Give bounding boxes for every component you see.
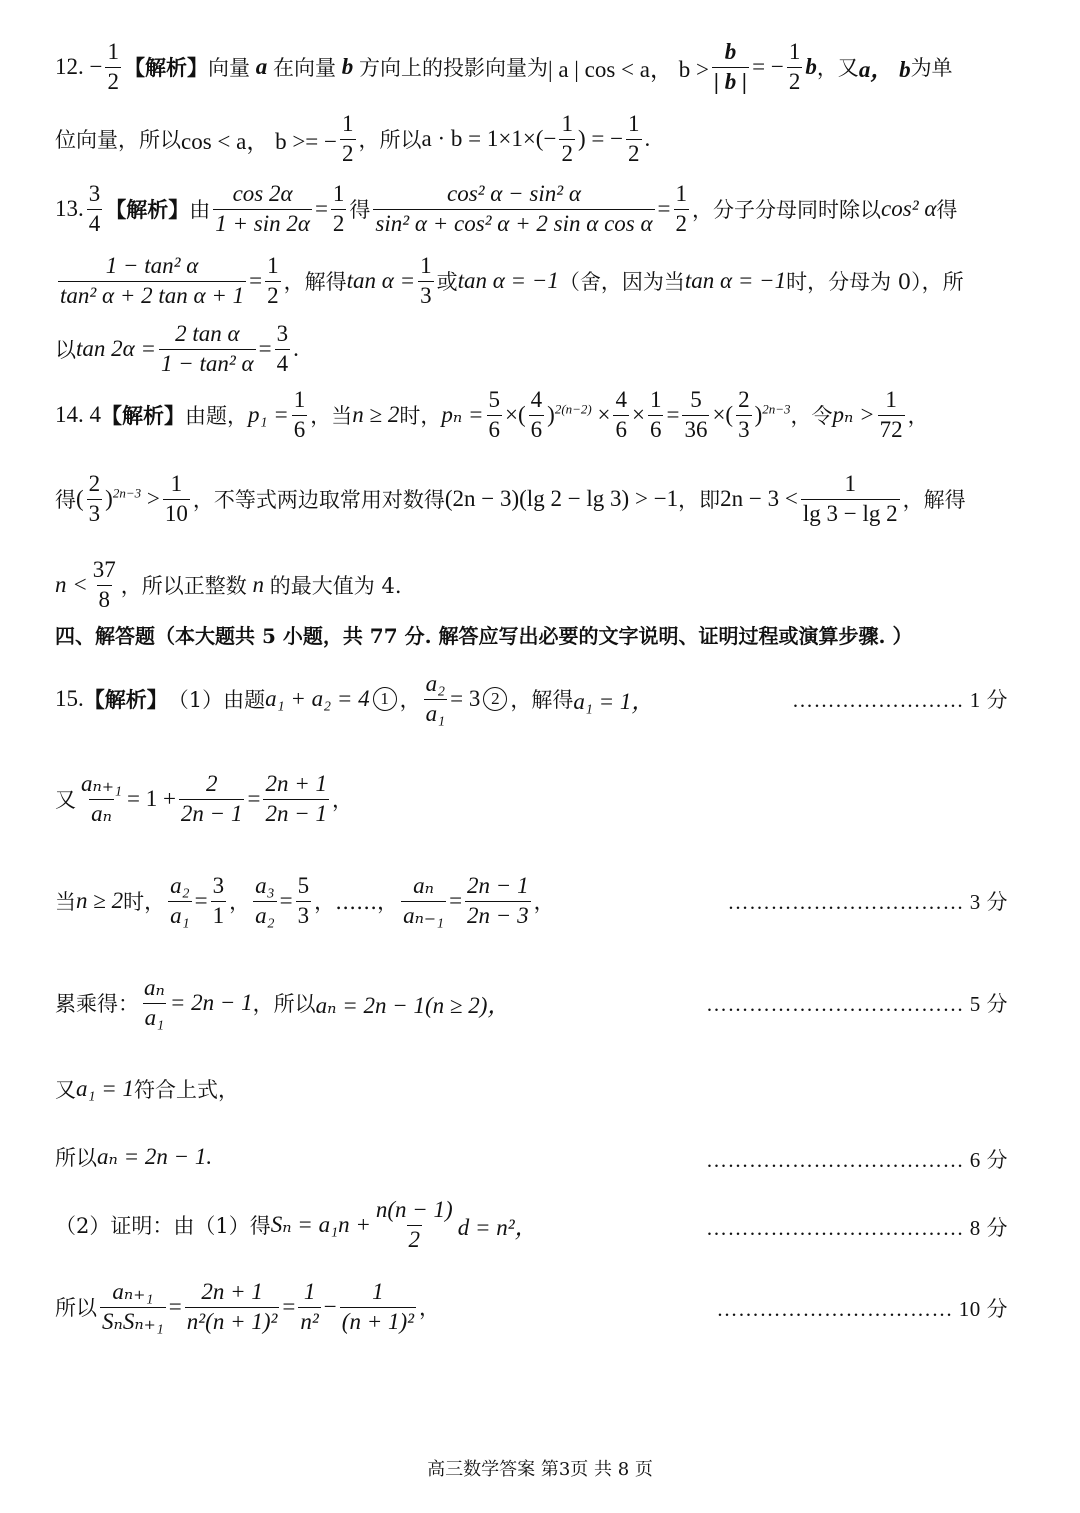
frac: $\frac{2}{3}$ [87,470,103,529]
text: 得 [936,198,958,223]
text: （舍，因为当 [558,270,685,295]
text: （1）由题 [167,688,266,713]
q13-line2: $\frac{\text{1 − tan² α}}{\text{tan² α + 2 tan α + 1}}$ = $\frac{1}{2}$ ，解得 tan α = $\frac{1}{3}$ 或 tan α = −1 （舍，因为当 tan α = −1 时，分母为 0），所 [55,252,964,311]
text: 累乘得： [55,992,139,1017]
text: 又 [55,1078,76,1102]
q12-line1 [55,38,953,97]
text: ，所以 [358,128,422,153]
frac: $\frac{2n + 1}{\text{n²(n + 1)²}}$ [185,1278,280,1337]
text: ，当 [310,404,353,429]
q13-line1: 13. $\frac{3}{4}$ 【解析】 由 $\frac{\cos 2\alpha}{1 + \sin 2\alpha}$ = $\frac{1}{2}$ 得 $\frac{\text{cos² α − sin² α}}{\text{sin² α + cos² α + 2 sin α cos α}}$ = $\frac{1}{2}$ ，分子分母同时除以 cos² α 得 [55,180,957,239]
text: （2）证明：由（1）得 [55,1214,271,1239]
frac: $\frac{\text{2 tan α}}{\text{1 − tan² α}}$ [159,320,256,379]
math: n ≥ 2 [76,888,124,914]
math: a₁ = 1， [573,688,655,714]
frac: $\frac{\text{a₂}}{\text{a₁}}$ [424,670,448,729]
analysis-tag: 【解析】 [83,687,168,713]
math: tan α = [346,268,416,294]
text: 又 [55,788,76,813]
math: d = n²， [457,1214,538,1240]
math: ) = − [577,126,624,152]
math: 2n − 3 < [720,486,798,512]
text: 所以 [55,1296,97,1321]
score-6: ……………………………… 6 分 [706,1148,1008,1172]
vector-ab: a， b [858,56,911,82]
text: ，所以正整数 [120,574,247,599]
frac: $\frac{37}{8}$ [91,556,118,615]
frac: $\frac{1}{\text{n²}}$ [298,1278,320,1337]
text: ……， [335,890,399,915]
math: aₙ = 2n − 1(n ≥ 2)， [315,992,511,1018]
frac: $\frac{3}{1}$ [211,872,227,931]
unit-b-frac: $\frac{b}{| b |}$ [712,38,749,97]
analysis-tag: 【解析】 [105,197,190,223]
vector-b: b [335,54,359,80]
exponent: 2n−3 [762,401,791,417]
frac: $\frac{2}{2n - 1}$ [179,770,245,829]
frac: $\frac{1}{6}$ [648,386,664,445]
q15-line2: 又 $\frac{\text{aₙ₊₁}}{\text{aₙ}}$ = 1 + $\frac{2}{2n - 1}$ = $\frac{2n + 1}{2n - 1}$ ， [55,770,353,829]
frac-half: $\frac{1}{2}$ [340,110,356,169]
frac: $\frac{\cos 2\alpha}{1 + \sin 2\alpha}$ [213,180,312,239]
text: ，所以 [252,992,316,1017]
text: 由题， [185,404,248,429]
cos-expression: | a | cos < a， b > [547,56,709,82]
frac: $\frac{5}{6}$ [487,386,503,445]
text: 得 [55,488,76,513]
vector-a: a [249,54,273,80]
math: pₙ > [832,402,875,428]
text: 时， [123,890,166,915]
frac: $\frac{1}{\text{(n + 1)²}}$ [340,1278,416,1337]
frac: $\frac{4}{6}$ [613,386,629,445]
frac-half: $\frac{1}{2}$ [674,180,690,239]
q14-line2: 得 ( $\frac{2}{3}$ )$^{2n-3}$ > $\frac{1}{10}$ ，不等式两边取常用对数得 (2n − 3)(lg 2 − lg 3) > −1 ，即 2n − 3 < $\frac{1}{\lg 3 - \lg 2}$ ，解得 [55,470,966,529]
text: 时， [399,404,442,429]
frac: $\frac{5}{36}$ [682,386,709,445]
frac: $\frac{1}{6}$ [292,386,308,445]
q15-number: 15. [55,686,84,712]
q14-line1: 14. 4 【解析】 由题， p₁ = $\frac{1}{6}$ ，当 n ≥ 2 时， pₙ = $\frac{5}{6}$ ×( $\frac{4}{6}$ )$^{2(n-2)}$ × $\frac{4}{6}$ × $\frac{1}{6}$ = $\frac{5}{36}$ ×( $\frac{2}{3}$ )$^{2n-3}$ ，令 pₙ > $\frac{1}{72}$ ， [55,386,929,445]
q15-line3: 当 n ≥ 2 时， $\frac{\text{a₂}}{\text{a₁}}$ = $\frac{3}{1}$ ， $\frac{\text{a₃}}{\text{a₂}}$ = $\frac{5}{3}$ ， ……， $\frac{\text{aₙ}}{\text{aₙ₋₁}}$ = $\frac{2n - 1}{2n - 3}$ ， [55,872,555,931]
math: = 3 [450,686,481,712]
score-3: …………………………… 3 分 [727,890,1008,914]
q15-line6 [55,1142,212,1172]
frac-half: $\frac{1}{2}$ [331,180,347,239]
math: tan α = −1 [684,268,787,294]
math: a₁ = 1 [76,1076,135,1101]
frac: $\frac{4}{6}$ [529,386,545,445]
text: 位向量，所以 [55,128,181,153]
text: 时，分母为 0），所 [786,270,964,295]
math: = − [752,54,784,80]
frac: $\frac{\text{aₙ}}{\text{a₁}}$ [142,974,167,1033]
math: Sₙ = a₁n + [270,1212,371,1238]
text: ，即 [678,488,721,513]
text: 向量 [207,56,250,81]
text: ，又 [816,56,859,81]
text: ，解得 [283,270,347,295]
math: tan 2α = [76,336,156,362]
text: ，分子分母同时除以 [692,198,882,223]
q12-number: 12. − [55,54,103,80]
math: = 1 + [126,786,176,812]
score-8: ……………………………… 8 分 [706,1216,1008,1240]
math: a · b = 1×1×(− [421,126,557,152]
text: 在向量 [272,56,336,81]
text: 所以 [55,1146,97,1170]
text: ，解得 [510,688,574,713]
frac: $\frac{1}{10}$ [163,470,190,529]
text: 符合上式， [134,1078,240,1102]
score-10: …………………………… 10 分 [716,1297,1008,1321]
frac: $\frac{\text{aₙ₊₁}}{\text{SₙSₙ₊₁}}$ [100,1278,166,1337]
text: 为单 [910,56,953,81]
q15-line1: 15. 【解析】 （1）由题 a₁ + a₂ = 4 1 ， $\frac{\text{a₂}}{\text{a₁}}$ = 3 2 ，解得 a₁ = 1， [55,670,654,729]
q13-number: 13. [55,196,84,222]
circled-two: 2 [483,687,507,711]
frac-half: $\frac{1}{2}$ [787,38,803,97]
frac: $\frac{\text{aₙ}}{\text{aₙ₋₁}}$ [401,872,446,931]
q15-line8: 所以 $\frac{\text{aₙ₊₁}}{\text{SₙSₙ₊₁}}$ = $\frac{2n + 1}{\text{n²(n + 1)²}}$ = $\frac{1}{\text{n²}}$ − $\frac{1}{\text{(n + 1)²}}$ ， [55,1278,440,1337]
text: 的最大值为 4. [269,574,402,599]
analysis-tag: 【解析】 [101,403,185,429]
q12-line2: 位向量，所以 cos < a， b >= − $\frac{1}{2}$ ，所以 a · b = 1×1×(− $\frac{1}{2}$ ) = − $\frac{1}{2}$ . [55,110,650,169]
exponent: 2(n−2) [554,401,592,417]
math: pₙ = [441,402,484,428]
frac: $\frac{\text{aₙ₊₁}}{\text{aₙ}}$ [79,770,124,829]
score-5: ……………………………… 5 分 [706,992,1008,1016]
q15-line4 [55,974,510,1033]
frac: $\frac{\text{1 − tan² α}}{\text{tan² α + 2 tan α + 1}}$ [58,252,246,311]
math: n < [55,572,88,598]
analysis-tag: 【解析】 [123,55,208,81]
text: ，解得 [902,488,966,513]
q14-number: 14. 4 [55,402,101,428]
vector-b: b [805,54,817,80]
math: (2n − 3)(lg 2 − lg 3) > −1 [444,486,679,512]
frac: $\frac{1}{72}$ [878,386,905,445]
frac-half: $\frac{1}{2}$ [265,252,281,311]
text: 当 [55,890,76,915]
section-heading: 四、解答题（本大题共 5 小题，共 77 分. 解答应写出必要的文字说明、证明过程或演算步骤. ） [55,624,913,648]
math: = 2n − 1 [169,990,253,1016]
q13-line3: 以 tan 2α = $\frac{\text{2 tan α}}{\text{1 − tan² α}}$ = $\frac{3}{4}$ . [55,320,299,379]
page-footer: 高三数学答案 第3页 共 8 页 [427,1459,653,1480]
text: ，不等式两边取常用对数得 [192,488,445,513]
frac: $\frac{\text{a₃}}{\text{a₂}}$ [253,872,277,931]
circled-one: 1 [373,687,397,711]
math: p₁ = [248,402,289,428]
q13-answer: $\frac{3}{4}$ [87,180,103,239]
text: 或 [436,270,458,295]
text: 由 [189,198,211,223]
math: n ≥ 2 [352,402,400,428]
math: cos < a， b >= − [181,128,338,154]
frac: $\frac{\text{cos² α − sin² α}}{\text{sin² α + cos² α + 2 sin α cos α}}$ [373,180,654,239]
q14-line3: n < $\frac{37}{8}$ ，所以正整数 n 的最大值为 4. [55,556,402,615]
text: ，令 [790,404,833,429]
frac: $\frac{n(n - 1)}{2}$ [374,1196,455,1255]
q15-line5 [55,1074,239,1104]
frac: $\frac{\text{a₂}}{\text{a₁}}$ [168,872,192,931]
frac-third: $\frac{1}{3}$ [418,252,434,311]
math: tan α = −1 [457,268,559,294]
exponent: 2n−3 [112,485,142,501]
math: aₙ = 2n − 1. [97,1144,213,1169]
frac: $\frac{5}{3}$ [296,872,312,931]
frac: $\frac{3}{4}$ [275,320,291,379]
text: 得 [349,198,371,223]
frac-half: $\frac{1}{2}$ [626,110,642,169]
frac: $\frac{2n - 1}{2n - 3}$ [465,872,531,931]
q12-answer-frac: $\frac{1}{2}$ [105,38,121,97]
math: cos² α [881,196,937,222]
text: 方向上的投影向量为 [358,56,548,81]
text: 以 [55,338,76,363]
frac-half: $\frac{1}{2}$ [559,110,575,169]
q15-line7 [55,1196,538,1255]
score-1: …………………… 1 分 [792,688,1008,712]
math: a₁ + a₂ = 4 [265,686,370,712]
frac: $\frac{1}{\lg 3 - \lg 2}$ [801,470,900,529]
frac: $\frac{2n + 1}{2n - 1}$ [263,770,329,829]
frac: $\frac{2}{3}$ [736,386,752,445]
